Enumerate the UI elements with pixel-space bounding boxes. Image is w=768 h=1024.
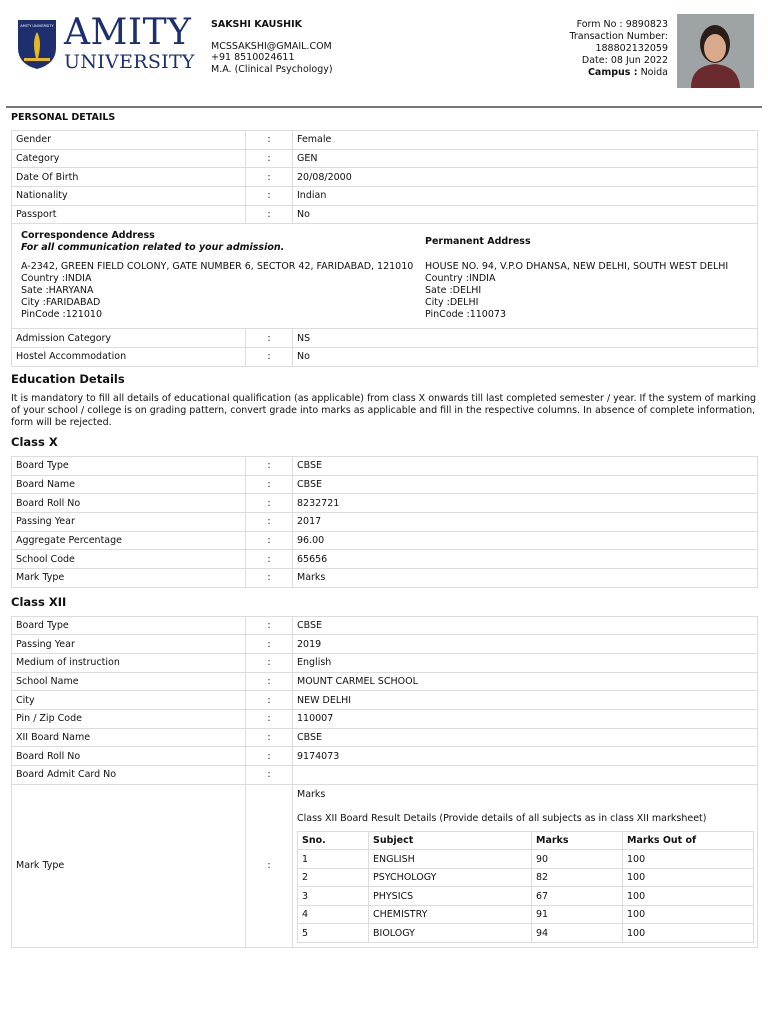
marks-cell: 100 [623, 887, 754, 906]
marks-header-cell: Sno. [298, 831, 369, 850]
class-xii-label: Pin / Zip Code [12, 710, 246, 729]
correspondence-country: Country :INDIA [21, 273, 92, 285]
class-xii-sep: : [246, 616, 293, 635]
admission-sep: : [246, 348, 293, 367]
class-xii-row [12, 691, 758, 710]
correspondence-subtitle: For all communication related to your admission. [21, 242, 285, 254]
marks-cell: 100 [623, 905, 754, 924]
class-x-value: CBSE [293, 475, 758, 494]
applicant-program: M.A. (Clinical Psychology) [211, 63, 333, 75]
marks-cell: PHYSICS [369, 887, 532, 906]
marks-cell: PSYCHOLOGY [369, 868, 532, 887]
marks-row [298, 868, 754, 887]
class-xii-value [293, 766, 758, 785]
personal-value: Indian [293, 187, 758, 206]
class-xii-value: 9174073 [293, 747, 758, 766]
admission-row [12, 348, 758, 367]
amity-logo [14, 14, 194, 74]
transaction-number: 188802132059 [595, 43, 668, 54]
marks-row [298, 850, 754, 869]
class-xii-sep: : [246, 710, 293, 729]
admission-value: No [293, 348, 758, 367]
class-xii-sep: : [246, 691, 293, 710]
class-xii-label: Board Type [12, 616, 246, 635]
class-x-sep: : [246, 475, 293, 494]
class-xii-row [12, 616, 758, 635]
marks-cell: 91 [532, 905, 623, 924]
header-divider [6, 106, 762, 108]
marks-cell: 3 [298, 887, 369, 906]
class-xii-sep: : [246, 654, 293, 673]
form-info [569, 19, 668, 79]
applicant-photo [677, 14, 754, 88]
marks-cell: 94 [532, 924, 623, 943]
education-title: Education Details [11, 371, 125, 386]
class-x-label: Mark Type [12, 568, 246, 587]
marks-cell: 100 [623, 924, 754, 943]
mark-type-sep: : [246, 784, 293, 947]
class-xii-value: English [293, 654, 758, 673]
class-x-table [11, 456, 758, 588]
form-content [11, 112, 758, 948]
class-x-row [12, 475, 758, 494]
subject-marks-table [297, 831, 754, 943]
personal-sep: : [246, 149, 293, 168]
permanent-city: City :DELHI [425, 297, 479, 309]
permanent-state: Sate :DELHI [425, 285, 482, 297]
class-xii-row [12, 766, 758, 785]
class-xii-sep: : [246, 635, 293, 654]
mark-type-row [12, 784, 758, 947]
form-number: Form No : 9890823 [576, 19, 668, 30]
class-x-row [12, 456, 758, 475]
form-date: Date: 08 Jun 2022 [581, 55, 668, 66]
class-xii-label: Board Roll No [12, 747, 246, 766]
personal-label: Passport [12, 205, 246, 224]
class-x-value: 96.00 [293, 531, 758, 550]
class-x-row [12, 550, 758, 569]
marks-cell: 2 [298, 868, 369, 887]
marks-cell: 90 [532, 850, 623, 869]
correspondence-address [21, 230, 416, 321]
class-x-row [12, 568, 758, 587]
class-xii-table [11, 616, 758, 948]
personal-label: Gender [12, 131, 246, 150]
education-note: It is mandatory to fill all details of educational qualification (as applicable) from class X onwards till last completed semester / year. If the system of marking of your school / college is on grading pattern, convert grade into marks as applicable and fill in the respective columns. In absence of complete information, form will be rejected. [11, 392, 757, 428]
marks-header-cell: Marks [532, 831, 623, 850]
correspondence-title: Correspondence Address [21, 230, 155, 242]
marks-cell: BIOLOGY [369, 924, 532, 943]
logo-word-amity: AMITY [64, 12, 192, 53]
class-x-sep: : [246, 494, 293, 513]
class-xii-sep: : [246, 672, 293, 691]
class-x-label: Board Roll No [12, 494, 246, 513]
personal-value: GEN [293, 149, 758, 168]
class-xii-value: 2019 [293, 635, 758, 654]
permanent-country: Country :INDIA [425, 273, 496, 285]
applicant-email: MCSSAKSHI@GMAIL.COM [211, 40, 332, 52]
personal-row [12, 205, 758, 224]
personal-details-table [11, 130, 758, 224]
personal-sep: : [246, 131, 293, 150]
marks-header-cell: Subject [369, 831, 532, 850]
class-xii-label: XII Board Name [12, 728, 246, 747]
applicant-photo-image [677, 14, 754, 88]
marks-cell: CHEMISTRY [369, 905, 532, 924]
personal-value: 20/08/2000 [293, 168, 758, 187]
marks-cell: 100 [623, 850, 754, 869]
personal-sep: : [246, 187, 293, 206]
personal-row [12, 168, 758, 187]
correspondence-city: City :FARIDABAD [21, 297, 101, 309]
applicant-info [211, 19, 471, 75]
class-x-value: CBSE [293, 456, 758, 475]
marks-cell: ENGLISH [369, 850, 532, 869]
class-xii-value: NEW DELHI [293, 691, 758, 710]
class-xii-label: Passing Year [12, 635, 246, 654]
personal-sep: : [246, 168, 293, 187]
transaction-label: Transaction Number: [569, 31, 668, 42]
crest-text: AMITY UNIVERSITY [20, 24, 54, 28]
class-xii-row [12, 728, 758, 747]
campus-value: Noida [640, 67, 668, 78]
marks-cell: 5 [298, 924, 369, 943]
class-xii-row [12, 654, 758, 673]
class-xii-value: 110007 [293, 710, 758, 729]
class-x-label: School Code [12, 550, 246, 569]
permanent-pincode: PinCode :110073 [425, 309, 506, 321]
permanent-line1: HOUSE NO. 94, V.P.O DHANSA, NEW DELHI, SOUTH WEST DELHI [425, 261, 729, 273]
admission-label: Admission Category [12, 329, 246, 348]
class-x-sep: : [246, 531, 293, 550]
admission-label: Hostel Accommodation [12, 348, 246, 367]
admission-value: NS [293, 329, 758, 348]
class-x-label: Board Name [12, 475, 246, 494]
class-xii-title: Class XII [11, 594, 67, 609]
marks-header-cell: Marks Out of [623, 831, 754, 850]
class-x-label: Aggregate Percentage [12, 531, 246, 550]
marks-cell: 1 [298, 850, 369, 869]
marks-header-row [298, 831, 754, 850]
class-xii-label: School Name [12, 672, 246, 691]
personal-label: Category [12, 149, 246, 168]
logo-word-university: UNIVERSITY [64, 51, 195, 73]
mark-type-value: Marks [297, 788, 326, 800]
class-xii-sep: : [246, 766, 293, 785]
marks-cell: 100 [623, 868, 754, 887]
correspondence-line1: A-2342, GREEN FIELD COLONY, GATE NUMBER 6, SECTOR 42, FARIDABAD, 121010 [21, 261, 414, 273]
personal-details-title: PERSONAL DETAILS [11, 112, 116, 123]
class-xii-value: CBSE [293, 616, 758, 635]
mark-type-cell [293, 784, 758, 947]
form-header [0, 0, 768, 106]
marks-row [298, 887, 754, 906]
crest-icon [16, 18, 58, 70]
campus-label: Campus : [587, 67, 638, 78]
admission-row [12, 329, 758, 348]
class-x-label: Passing Year [12, 512, 246, 531]
applicant-phone: +91 8510024611 [211, 52, 295, 63]
permanent-title: Permanent Address [425, 236, 531, 248]
class-xii-row [12, 747, 758, 766]
class-xii-row [12, 672, 758, 691]
marks-cell: 67 [532, 887, 623, 906]
personal-value: Female [293, 131, 758, 150]
class-xii-sep: : [246, 728, 293, 747]
class-x-title: Class X [11, 434, 58, 449]
address-block [11, 224, 758, 328]
result-details-title: Class XII Board Result Details (Provide details of all subjects as in class XII marksheet) [297, 812, 707, 824]
admission-sep: : [246, 329, 293, 348]
campus-line [569, 67, 668, 79]
marks-cell: 4 [298, 905, 369, 924]
class-x-row [12, 494, 758, 513]
class-x-row [12, 531, 758, 550]
class-xii-row [12, 635, 758, 654]
class-x-sep: : [246, 568, 293, 587]
class-xii-label: Board Admit Card No [12, 766, 246, 785]
class-x-sep: : [246, 550, 293, 569]
class-x-sep: : [246, 456, 293, 475]
correspondence-state: Sate :HARYANA [21, 285, 94, 297]
class-xii-row [12, 710, 758, 729]
permanent-address [425, 230, 755, 321]
correspondence-pincode: PinCode :121010 [21, 309, 102, 321]
personal-label: Date Of Birth [12, 168, 246, 187]
class-xii-value: MOUNT CARMEL SCHOOL [293, 672, 758, 691]
class-xii-value: CBSE [293, 728, 758, 747]
admission-table [11, 328, 758, 366]
class-x-sep: : [246, 512, 293, 531]
personal-label: Nationality [12, 187, 246, 206]
applicant-name: SAKSHI KAUSHIK [211, 19, 303, 30]
class-x-value: 65656 [293, 550, 758, 569]
class-xii-label: City [12, 691, 246, 710]
class-x-value: 8232721 [293, 494, 758, 513]
mark-type-label: Mark Type [12, 784, 246, 947]
personal-row [12, 187, 758, 206]
marks-row [298, 905, 754, 924]
class-x-value: 2017 [293, 512, 758, 531]
class-x-row [12, 512, 758, 531]
personal-value: No [293, 205, 758, 224]
class-x-label: Board Type [12, 456, 246, 475]
class-x-value: Marks [293, 568, 758, 587]
marks-cell: 82 [532, 868, 623, 887]
personal-row [12, 131, 758, 150]
personal-row [12, 149, 758, 168]
marks-row [298, 924, 754, 943]
class-xii-label: Medium of instruction [12, 654, 246, 673]
class-xii-sep: : [246, 747, 293, 766]
personal-sep: : [246, 205, 293, 224]
